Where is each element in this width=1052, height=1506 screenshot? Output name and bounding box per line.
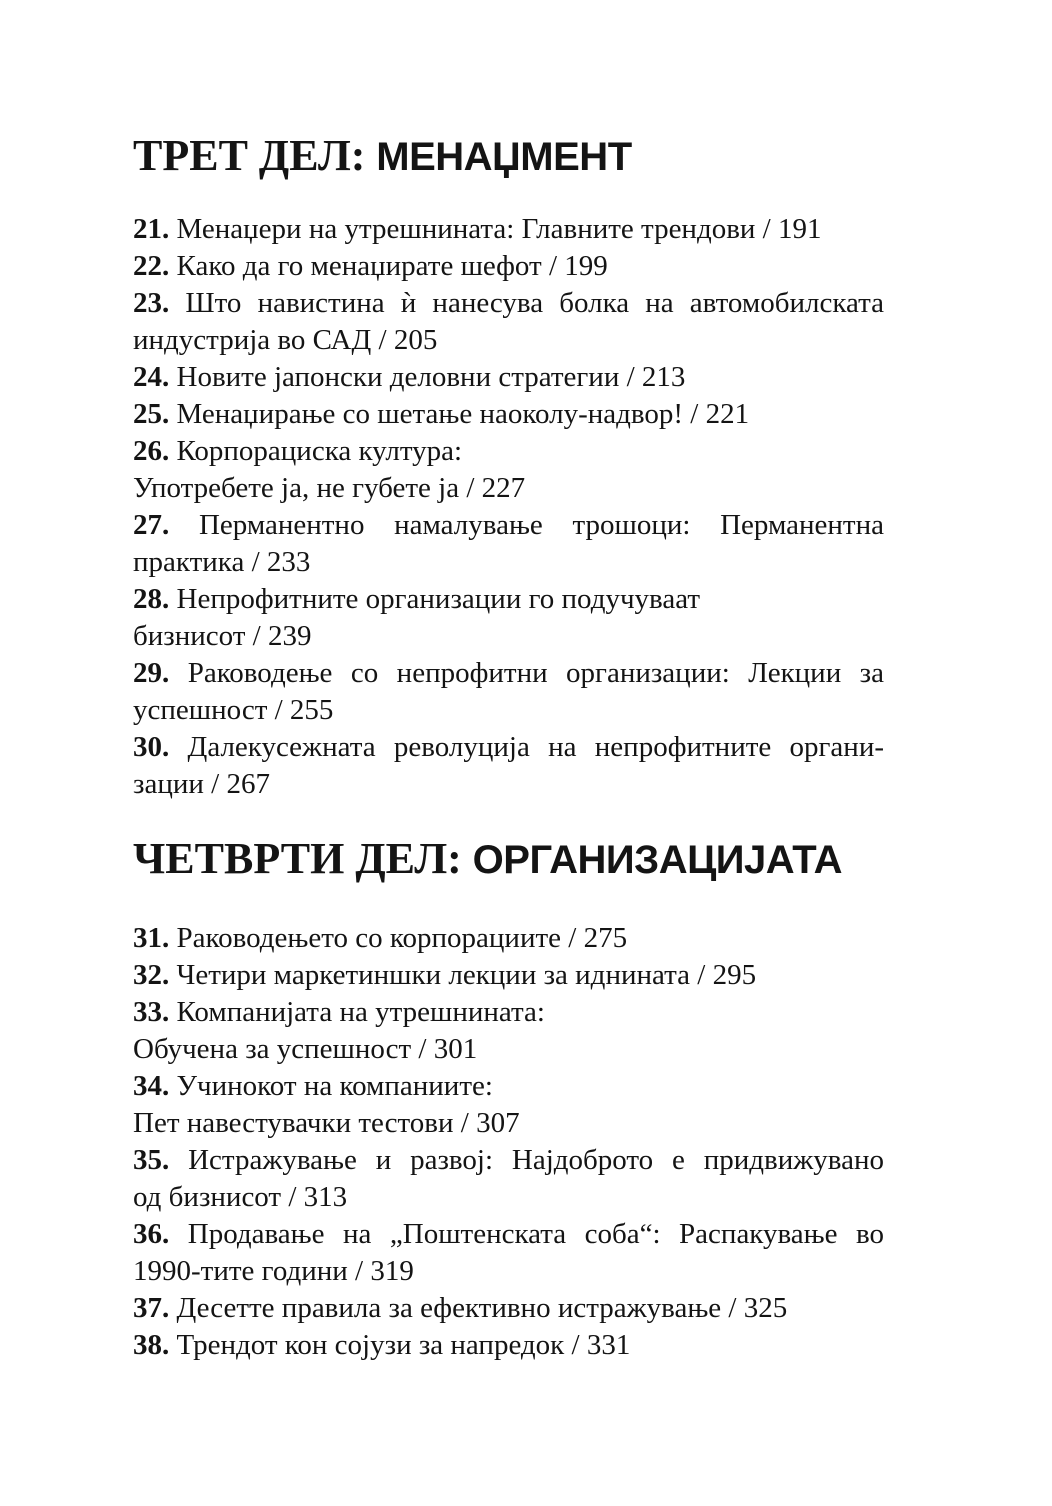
entry-number: 37. <box>133 1292 170 1324</box>
entry-title: Како да го менаџирате шефот / 199 <box>176 250 608 282</box>
entry-number: 25. <box>133 398 170 430</box>
entry-title: Истражување и развој: Најдоброто е придвижувано <box>188 1144 885 1176</box>
entry-title: Учинокот на компаниите: <box>176 1070 493 1102</box>
toc-entry-continuation: Употребете ја, не губете ја / 227 <box>133 472 526 504</box>
toc-entry-line <box>133 285 884 322</box>
toc-entry-line <box>133 507 884 544</box>
entry-number: 28. <box>133 583 170 615</box>
toc-entry-line <box>133 248 884 285</box>
toc-entry-continuation: Пет навестувачки тестови / 307 <box>133 1107 520 1139</box>
entry-number: 32. <box>133 959 170 991</box>
toc-entry-continuation: од бизнисот / 313 <box>133 1181 348 1213</box>
toc-entry-line <box>133 1068 884 1105</box>
toc-entry-continuation: зации / 267 <box>133 768 270 800</box>
entry-number: 24. <box>133 361 170 393</box>
entry-number: 38. <box>133 1329 170 1361</box>
entry-number: 31. <box>133 922 170 954</box>
toc-entry-line <box>133 957 884 994</box>
toc-entry-line <box>133 1327 884 1364</box>
toc-entry-line <box>133 1142 884 1179</box>
entry-number: 21. <box>133 213 170 245</box>
toc-entry-line <box>133 1216 884 1253</box>
toc-entry-line <box>133 1290 884 1327</box>
section-heading-part-three <box>133 132 884 181</box>
entry-title: Десетте правила за ефективно истражување / 325 <box>176 1292 788 1324</box>
entry-number: 33. <box>133 996 170 1028</box>
toc-entry-continuation: бизнисот / 239 <box>133 620 312 652</box>
toc-entry-line <box>133 359 884 396</box>
table-of-contents <box>133 0 884 1364</box>
entry-title: Менаџери на утрешнината: Главните трендови / 191 <box>176 213 822 245</box>
entry-number: 27. <box>133 509 170 541</box>
entry-title: Менаџирање со шетање наоколу-надвор! / 221 <box>176 398 750 430</box>
toc-entry-continuation: успешност / 255 <box>133 694 334 726</box>
section-heading-prefix: ЧЕТВРТИ ДЕЛ: <box>133 834 462 883</box>
entry-title: Раководењето со корпорациите / 275 <box>176 922 628 954</box>
section-heading-prefix: ТРЕТ ДЕЛ: <box>133 131 366 180</box>
toc-entry-line <box>133 433 884 470</box>
entry-number: 35. <box>133 1144 170 1176</box>
section-heading-title: ОРГАНИЗАЦИЈАТА <box>472 838 842 882</box>
toc-entry-continuation: индустрија во САД / 205 <box>133 324 438 356</box>
toc-entries-part-three <box>133 211 884 803</box>
toc-entry-line <box>133 729 884 766</box>
entry-title: Што навистина ѝ нанесува болка на автомобилската <box>185 287 884 319</box>
entry-number: 23. <box>133 287 170 319</box>
entry-number: 29. <box>133 657 170 689</box>
entry-number: 34. <box>133 1070 170 1102</box>
toc-entry-line <box>133 211 884 248</box>
toc-entry-continuation: практика / 233 <box>133 546 311 578</box>
entry-title: Трендот кон сојузи за напредок / 331 <box>176 1329 631 1361</box>
toc-entry-continuation: Обучена за успешност / 301 <box>133 1033 478 1065</box>
section-heading-title: МЕНАЏМЕНТ <box>376 135 632 179</box>
entry-title: Компанијата на утрешнината: <box>176 996 545 1028</box>
toc-entry-line <box>133 396 884 433</box>
toc-entry-continuation: 1990-тите години / 319 <box>133 1255 414 1287</box>
entry-title: Перманентно намалување трошоци: Перманентна <box>198 509 884 541</box>
entry-number: 36. <box>133 1218 170 1250</box>
entry-title: Продавање на „Поштенската соба“: Распакување во <box>187 1218 884 1250</box>
entry-title: Непрофитните организации го подучуваат <box>176 583 701 615</box>
entry-title: Далекусежната револуција на непрофитните органи- <box>187 731 885 763</box>
entry-title: Корпорациска култура: <box>176 435 463 467</box>
toc-entries-part-four <box>133 920 884 1364</box>
entry-title: Четири маркетиншки лекции за иднината / 295 <box>176 959 757 991</box>
entry-number: 30. <box>133 731 170 763</box>
toc-entry-line <box>133 581 884 618</box>
entry-number: 22. <box>133 250 170 282</box>
toc-entry-line <box>133 994 884 1031</box>
section-heading-part-four <box>133 835 884 884</box>
toc-entry-line <box>133 655 884 692</box>
entry-title: Новите јапонски деловни стратегии / 213 <box>176 361 686 393</box>
entry-title: Раководење со непрофитни организации: Лекции за <box>187 657 884 689</box>
toc-entry-line <box>133 920 884 957</box>
entry-number: 26. <box>133 435 170 467</box>
